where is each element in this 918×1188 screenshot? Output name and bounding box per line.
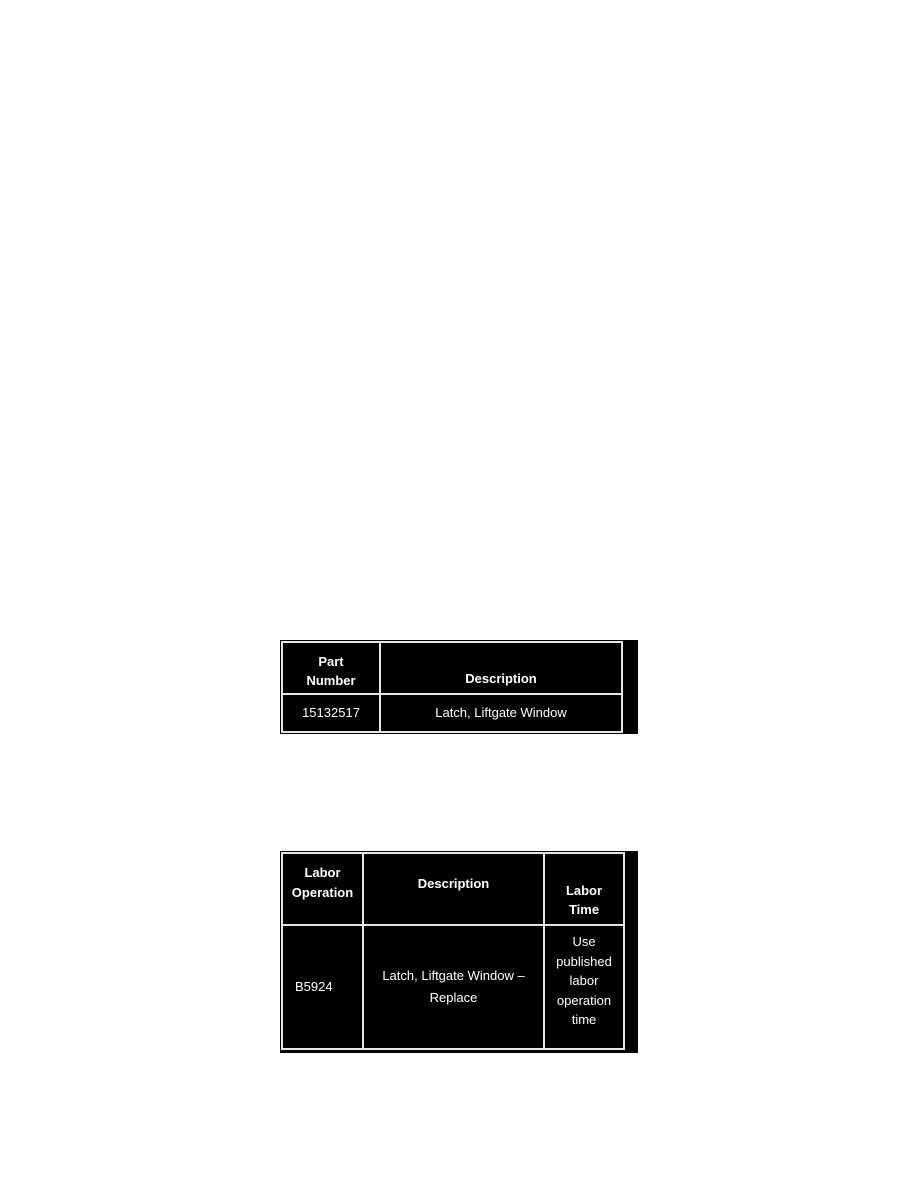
labor-table-header-row: [282, 853, 624, 925]
labor-operation-header-line-1: Labor: [304, 865, 341, 880]
labor-description-cell: [363, 925, 544, 1049]
part-description-cell: Latch, Liftgate Window: [380, 694, 622, 732]
labor-time-header-line-1: Labor: [565, 883, 603, 898]
labor-time-line-2: published: [556, 953, 612, 969]
labor-operation-header-line-2: Operation: [291, 885, 354, 900]
parts-table-header-row: [282, 642, 622, 694]
labor-time-header-line-2: Time: [568, 902, 600, 917]
labor-description-header: Description: [363, 853, 544, 925]
labor-operation-cell: B5924: [282, 925, 363, 1049]
parts-table-container: [280, 640, 638, 734]
table-row: [282, 694, 622, 732]
labor-table-container: [280, 851, 638, 1053]
part-number-cell: 15132517: [282, 694, 380, 732]
part-description-header: Description: [380, 642, 622, 694]
part-number-header-line-2: Number: [306, 673, 356, 688]
labor-time-header: [544, 853, 624, 925]
labor-time-cell: [544, 925, 624, 1049]
labor-time-line-3: labor: [569, 973, 599, 988]
parts-table: [281, 641, 623, 733]
labor-time-line-1: Use: [572, 934, 596, 949]
labor-description-line-2: Replace: [429, 990, 478, 1005]
table-row: [282, 925, 624, 1049]
labor-description-line-1: Latch, Liftgate Window –: [382, 968, 525, 983]
part-number-header: [282, 642, 380, 694]
labor-time-line-4: operation: [556, 992, 612, 1008]
labor-table: [281, 852, 625, 1050]
labor-operation-header: [282, 853, 363, 925]
part-number-header-line-1: Part: [318, 654, 344, 669]
labor-time-line-5: time: [571, 1012, 597, 1027]
